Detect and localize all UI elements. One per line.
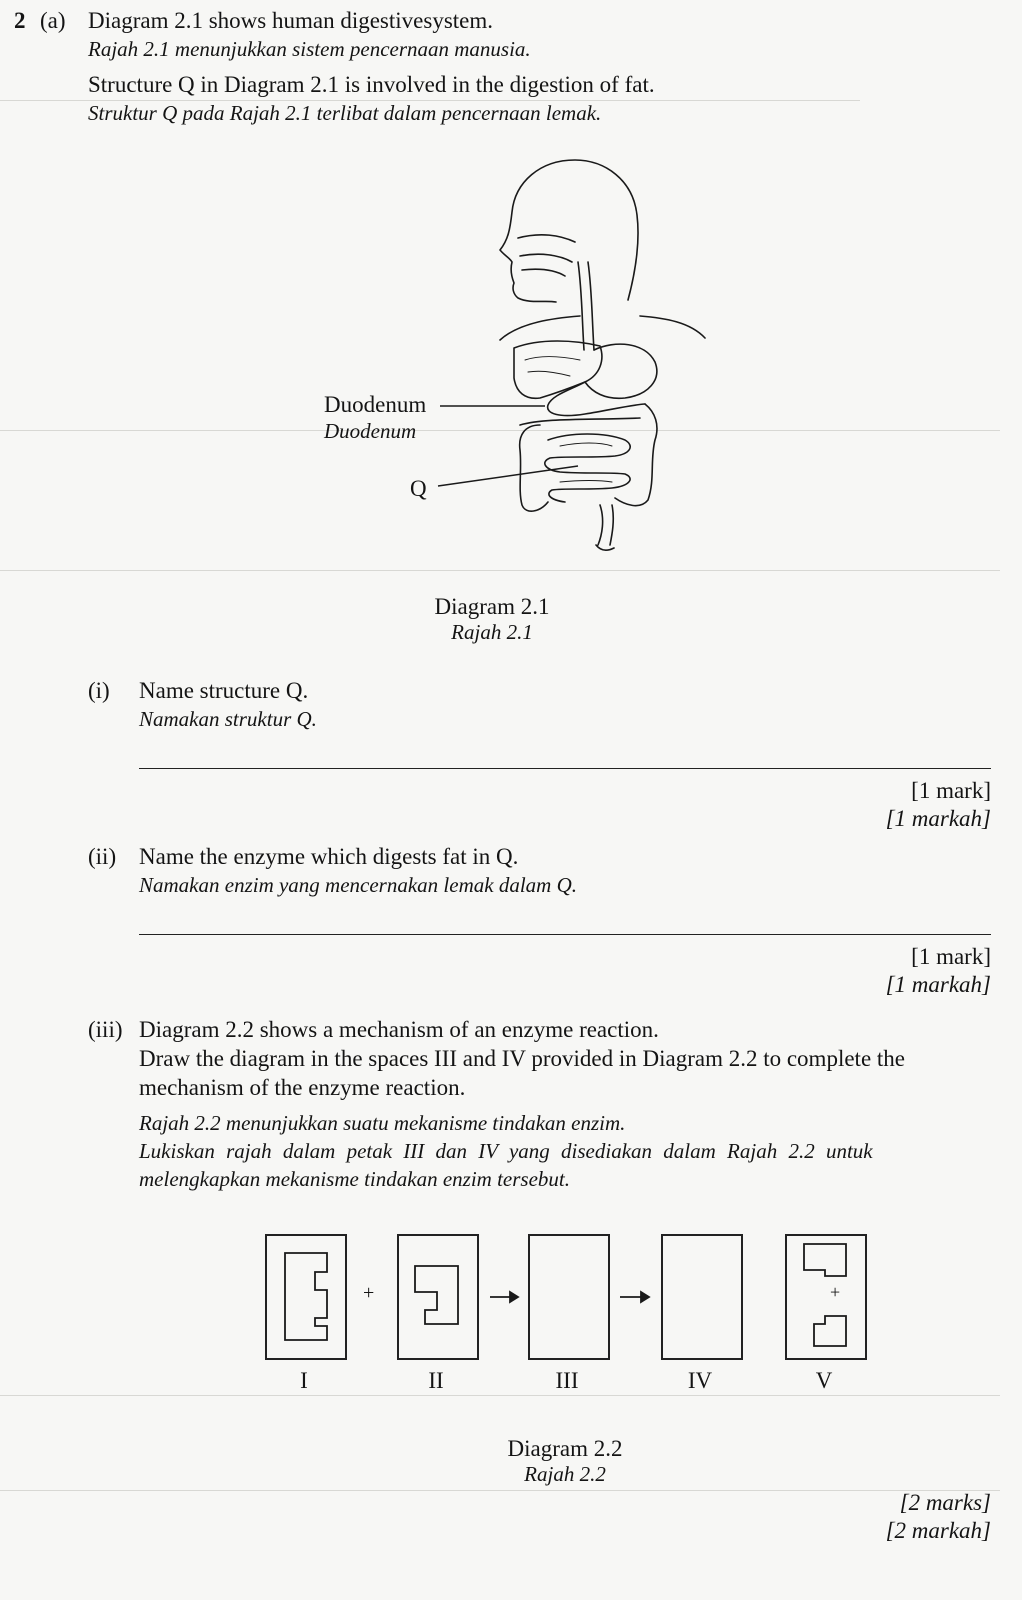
sub-question-iii-text-ms-1: Rajah 2.2 menunjukkan suatu mekanisme tindakan enzim. bbox=[139, 1111, 626, 1135]
mark-ii-ms: [1 markah] bbox=[885, 972, 991, 997]
diagram-2-1-caption-ms: Rajah 2.1 bbox=[451, 620, 533, 644]
question-part: (a) bbox=[40, 8, 66, 33]
mark-iii-ms: [2 markah] bbox=[885, 1518, 991, 1543]
duodenum-label-ms: Duodenum bbox=[324, 419, 417, 443]
sub-question-iii-text-en-3: mechanism of the enzyme reaction. bbox=[139, 1075, 466, 1100]
mark-iii-en: [2 marks] bbox=[899, 1490, 991, 1515]
sub-question-iii-text-en-1: Diagram 2.2 shows a mechanism of an enzyme reaction. bbox=[139, 1017, 659, 1042]
sub-question-ii-text-en: Name the enzyme which digests fat in Q. bbox=[139, 844, 519, 869]
intro-text-ms: Rajah 2.1 menunjukkan sistem pencernaan manusia. bbox=[88, 37, 531, 61]
sub-question-iii-number: (iii) bbox=[88, 1017, 123, 1042]
sub-question-ii-text-ms: Namakan enzim yang mencernakan lemak dalam Q. bbox=[139, 873, 577, 897]
sub-question-iii-text-ms-3: melengkapkan mekanisme tindakan enzim tersebut. bbox=[139, 1167, 570, 1191]
box-label-IV: IV bbox=[687, 1368, 713, 1393]
plus-sign-1: + bbox=[363, 1282, 375, 1304]
sub-question-i-text-ms: Namakan struktur Q. bbox=[139, 707, 317, 731]
diagram-2-2-caption-en: Diagram 2.2 bbox=[507, 1436, 623, 1461]
sub-question-iii-text-ms-2: Lukiskan rajah dalam petak III dan IV yang disediakan dalam Rajah 2.2 untuk bbox=[139, 1139, 873, 1163]
duodenum-label-en: Duodenum bbox=[324, 392, 427, 417]
substrate-shape bbox=[415, 1266, 458, 1324]
question-number: 2 bbox=[14, 8, 26, 33]
mark-i-ms: [1 markah] bbox=[885, 806, 991, 831]
diagram-2-1-caption-en: Diagram 2.1 bbox=[434, 594, 550, 619]
box-label-II: II bbox=[428, 1368, 444, 1393]
box-label-I: I bbox=[300, 1368, 308, 1393]
product-top-shape bbox=[804, 1244, 846, 1276]
arrow-head-2 bbox=[641, 1292, 649, 1302]
sub-question-i-text-en: Name structure Q. bbox=[139, 678, 309, 703]
enzyme-shape bbox=[285, 1253, 327, 1340]
statement-text-en: Structure Q in Diagram 2.1 is involved in the digestion of fat. bbox=[88, 72, 655, 97]
mark-i-en: [1 mark] bbox=[911, 778, 991, 803]
plus-sign-2: + bbox=[830, 1282, 841, 1302]
product-bottom-shape bbox=[814, 1316, 846, 1346]
box-label-III: III bbox=[555, 1368, 579, 1393]
sub-question-iii-text-en-2: Draw the diagram in the spaces III and IV provided in Diagram 2.2 to complete the bbox=[139, 1046, 905, 1071]
arrow-head-1 bbox=[510, 1292, 518, 1302]
diagram-2-2-caption-ms: Rajah 2.2 bbox=[524, 1462, 606, 1486]
sub-question-ii-number: (ii) bbox=[88, 844, 117, 869]
box-label-V: V bbox=[815, 1368, 833, 1393]
sub-question-i-number: (i) bbox=[88, 678, 110, 703]
intro-text-en: Diagram 2.1 shows human digestivesystem. bbox=[88, 8, 494, 33]
structure-q-label: Q bbox=[410, 476, 427, 501]
statement-text-ms: Struktur Q pada Rajah 2.1 terlibat dalam pencernaan lemak. bbox=[88, 101, 602, 125]
mark-ii-en: [1 mark] bbox=[911, 944, 991, 969]
